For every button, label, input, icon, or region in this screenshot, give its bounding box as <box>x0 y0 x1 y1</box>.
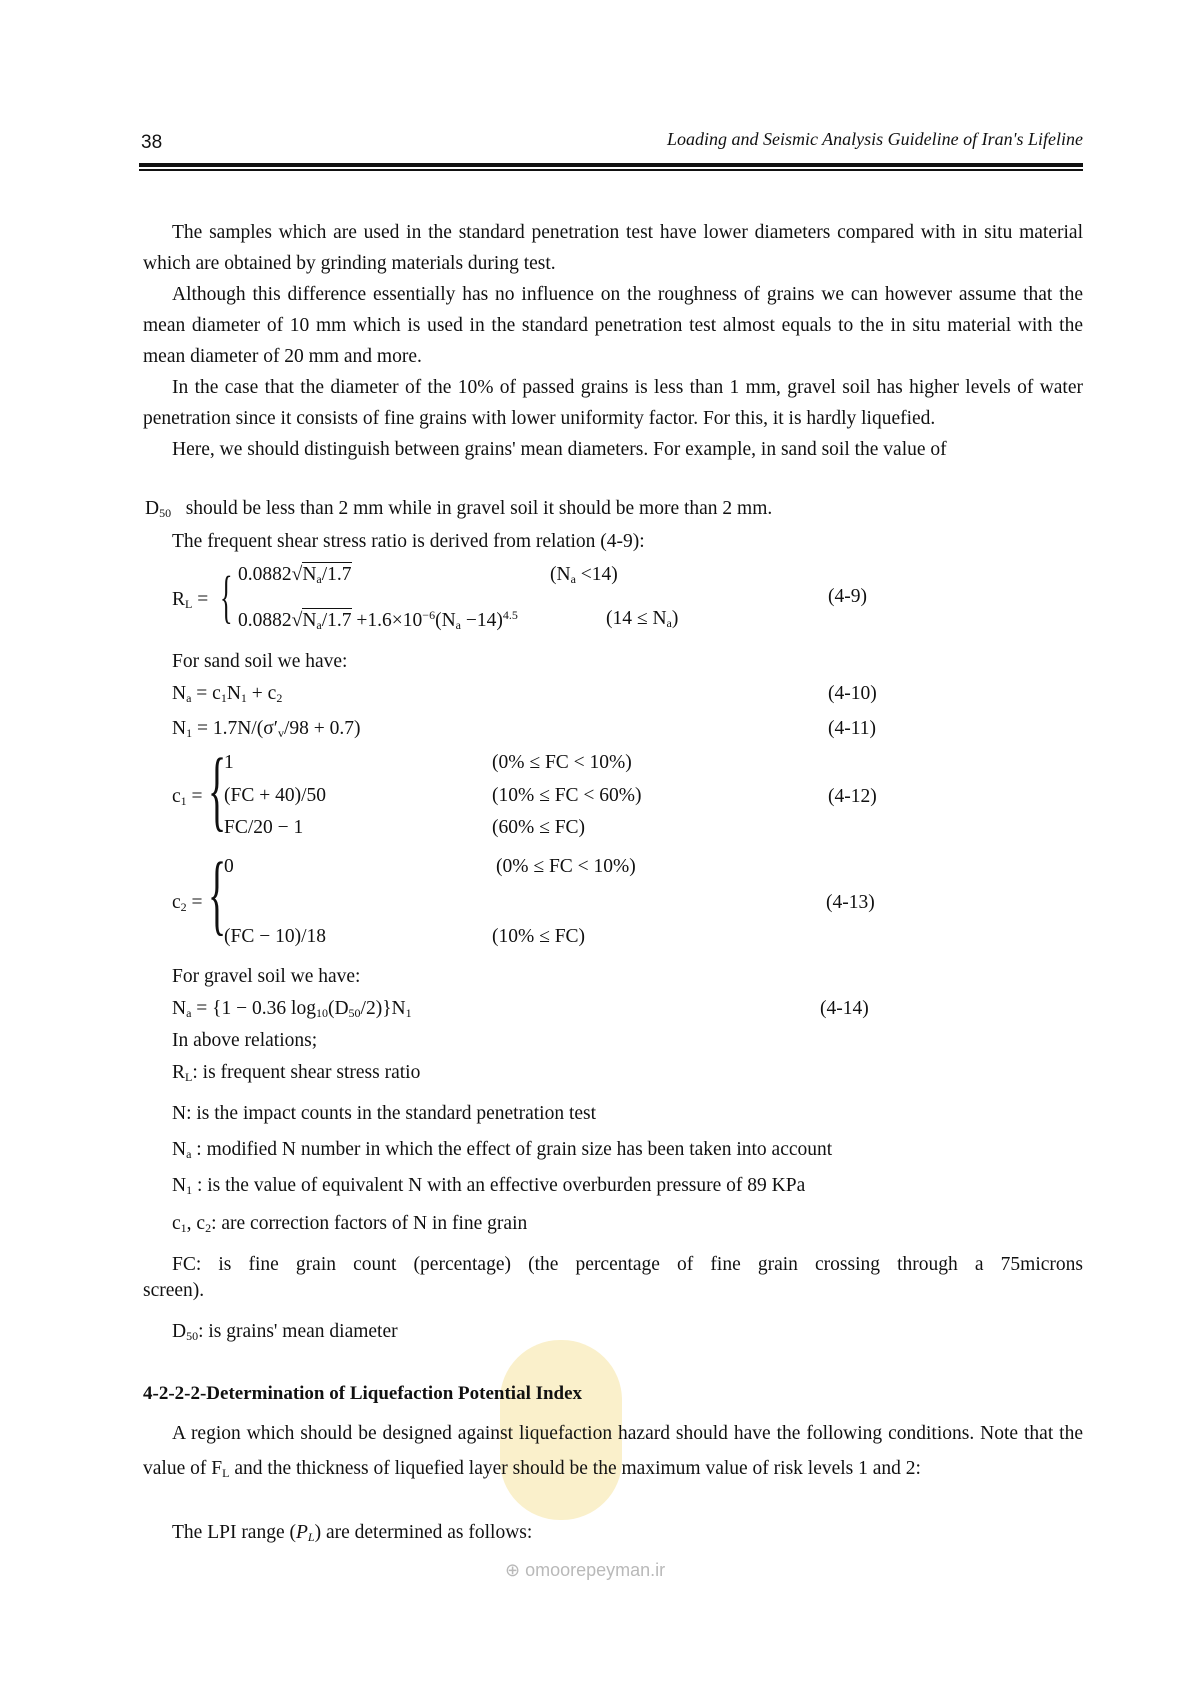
section-paragraph-2: The LPI range $(P_L)$ are determined as follows: <box>172 1522 533 1544</box>
definition-n1: $N_1$ : is the value of equivalent N with an effective overburden pressure of 89 KPa <box>172 1175 806 1197</box>
definition-fc-cont: screen). <box>143 1280 205 1301</box>
sand-intro: For sand soil we have: <box>172 651 348 672</box>
gravel-intro: For gravel soil we have: <box>172 966 361 987</box>
relations-intro: In above relations; <box>172 1030 318 1051</box>
equation-4-11: $N_1 = 1.7N/(\sigma'_v/98 + 0.7)$ <box>172 718 361 740</box>
equation-4-13: $c_2$ = { 0 (FC − 10)/18 (0% ≤ FC < 10%) (10% ≤ FC) <box>172 845 636 947</box>
equation-number: (4-14) <box>820 998 869 1019</box>
page-number: 38 <box>141 132 163 153</box>
section-paragraph-1: A region which should be designed against liquefaction hazard should have the following conditions. Note that the value of $F_L$ and the thickness of liquefied layer should be the maximum value of risk levels 1 and 2: <box>143 1423 1083 1480</box>
relation-intro: The frequent shear stress ratio is derived from relation (4-9): <box>172 531 645 552</box>
equation-number: (4-13) <box>826 892 875 913</box>
header-rule <box>139 163 1083 167</box>
equation-4-9: $R_L$ = { $0.0882√N_a/1.7$ $(N_a <14)$ $0.0882√N_a/1.7 +1.6\times 10^{-6}(N_a -14)^{4.5}$ $(14 \le N_a)$ <box>172 564 679 632</box>
d50-line: $D_{50}$ should be less than 2 mm while in gravel soil it should be more than 2 mm. <box>145 498 773 520</box>
paragraph-1: The samples which are used in the standard penetration test have lower diameters compared with in situ material which are obtained by grinding materials during test. <box>143 222 1083 274</box>
definition-d50: $D_{50}$: is grains' mean diameter <box>172 1321 398 1343</box>
definition-fc: FC: is fine grain count (percentage) (the percentage of fine grain crossing through a 75microns <box>172 1254 1083 1275</box>
equation-number: (4-11) <box>828 718 877 739</box>
equation-4-14: $N_a = \{1 - 0.36$ $\log_{10}(D_{50}/2)\}N_1$ <box>172 998 412 1020</box>
paragraph-2: Although this difference essentially has no influence on the roughness of grains we can however assume that the mean diameter of 10 mm which is used in the standard penetration test almost equals to the in situ material with the mean diameter of 20 mm and more. <box>143 284 1083 367</box>
body-paragraphs <box>143 217 1083 465</box>
equation-number: (4-10) <box>828 683 877 704</box>
definition-n: N: is the impact counts in the standard penetration test <box>172 1103 597 1124</box>
definition-rl: $R_L$: is frequent shear stress ratio <box>172 1062 421 1084</box>
watermark-site: ⊕ omoorepeyman.ir <box>505 1560 666 1580</box>
paragraph-3: In the case that the diameter of the 10% of passed grains is less than 1 mm, gravel soil has higher levels of water penetration since it consists of fine grains with lower uniformity factor. For this, it is hardly liquefied. <box>143 377 1083 429</box>
equation-4-12: $c_1$ = { 1 (FC + 40)/50 FC/20 − 1 (0% ≤ FC < 10%) (10% ≤ FC < 60%) (60% ≤ FC) <box>172 741 642 840</box>
paragraph-4: Here, we should distinguish between grains' mean diameters. For example, in sand soil the value of <box>172 439 947 460</box>
running-title: Loading and Seismic Analysis Guideline of Iran's Lifeline <box>667 129 1083 149</box>
section-heading: 4-2-2-2-Determination of Liquefaction Potential Index <box>143 1383 583 1404</box>
definition-c1-c2: $c_1$, $c_2$: are correction factors of N in fine grain <box>172 1213 528 1235</box>
equation-number: (4-12) <box>828 786 877 807</box>
equation-4-10: $N_a = c_1N_1 + c_2$ <box>172 683 283 705</box>
equation-number: (4-9) <box>828 586 867 607</box>
header-rule-thin <box>139 169 1083 171</box>
definition-na: $N_a$ : modified N number in which the effect of grain size has been taken into account <box>172 1139 833 1161</box>
